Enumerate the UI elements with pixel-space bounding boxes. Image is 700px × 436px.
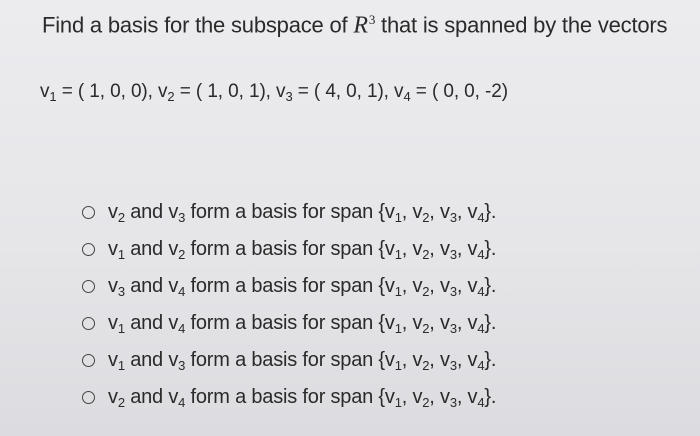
radio-button[interactable]: [82, 391, 95, 404]
span-sep-3: , v: [456, 311, 478, 334]
v1-subscript: 1: [49, 89, 57, 104]
basis-text: form a basis for span {v: [185, 385, 395, 408]
radio-button[interactable]: [82, 317, 95, 330]
span-sub-3: 3: [449, 320, 457, 336]
and-text: and: [124, 311, 169, 334]
first-vector: v: [108, 200, 118, 223]
and-text: and: [124, 200, 169, 223]
option-label: [108, 386, 496, 410]
second-vector-subscript: 4: [178, 320, 186, 336]
first-vector: v: [108, 385, 118, 408]
v3-subscript: 3: [285, 89, 293, 104]
span-sub-3: 3: [449, 246, 457, 262]
span-sub-4: 4: [477, 283, 485, 299]
span-sub-4: 4: [477, 320, 485, 336]
second-vector: v: [168, 311, 179, 334]
radio-button[interactable]: [82, 243, 95, 256]
span-sep-1: , v: [401, 200, 423, 223]
span-close: }.: [484, 274, 497, 297]
span-sep-3: , v: [456, 200, 478, 223]
first-vector-subscript: 1: [117, 246, 125, 262]
span-sep-1: , v: [401, 385, 423, 408]
space-exponent: 3: [368, 12, 376, 27]
span-sub-2: 2: [422, 394, 430, 410]
span-sub-4: 4: [477, 246, 485, 262]
question-text: [42, 12, 667, 39]
answer-option[interactable]: [82, 231, 496, 268]
span-sub-4: 4: [477, 209, 485, 225]
v3-label: v: [276, 81, 286, 102]
radio-button[interactable]: [82, 206, 95, 219]
span-sep-1: , v: [401, 348, 423, 371]
basis-text: form a basis for span {v: [185, 237, 395, 260]
span-close: }.: [484, 348, 497, 371]
second-vector: v: [168, 348, 179, 371]
and-text: and: [124, 348, 169, 371]
basis-text: form a basis for span {v: [185, 348, 395, 371]
span-sub-4: 4: [477, 394, 485, 410]
span-close: }.: [484, 385, 497, 408]
v4-label: v: [394, 81, 404, 102]
span-sep-3: , v: [456, 385, 478, 408]
span-sub-1: 1: [394, 394, 402, 410]
span-sub-1: 1: [394, 283, 402, 299]
span-sub-1: 1: [394, 357, 402, 373]
span-sep-1: , v: [401, 311, 423, 334]
radio-button[interactable]: [82, 354, 95, 367]
second-vector-subscript: 3: [178, 357, 186, 373]
v4-value: = ( 0, 0, -2): [410, 81, 508, 102]
question-prefix: Find a basis for the subspace of: [42, 12, 354, 38]
span-sub-2: 2: [422, 357, 430, 373]
v2-label: v: [158, 81, 168, 102]
first-vector-subscript: 3: [117, 283, 125, 299]
space-symbol: R: [353, 12, 368, 39]
span-sep-1: , v: [401, 237, 423, 260]
first-vector-subscript: 1: [117, 357, 125, 373]
span-close: }.: [484, 311, 497, 334]
first-vector-subscript: 2: [117, 394, 125, 410]
basis-text: form a basis for span {v: [185, 311, 395, 334]
span-sep-3: , v: [456, 348, 478, 371]
first-vector: v: [108, 311, 118, 334]
span-close: }.: [484, 200, 497, 223]
span-sub-3: 3: [449, 357, 457, 373]
span-sub-1: 1: [394, 320, 402, 336]
span-sep-3: , v: [456, 274, 478, 297]
option-label: [108, 201, 496, 225]
basis-text: form a basis for span {v: [185, 200, 395, 223]
and-text: and: [124, 274, 169, 297]
second-vector-subscript: 3: [178, 209, 186, 225]
answer-option[interactable]: [82, 305, 496, 342]
span-sub-3: 3: [449, 209, 457, 225]
question-suffix: that is spanned by the vectors: [375, 12, 668, 38]
first-vector: v: [108, 237, 118, 260]
option-label: [108, 349, 496, 373]
second-vector-subscript: 2: [178, 246, 186, 262]
option-label: [108, 275, 496, 299]
span-sub-2: 2: [422, 283, 430, 299]
second-vector: v: [168, 200, 179, 223]
v1-label: v: [40, 81, 50, 102]
span-sep-2: , v: [429, 311, 450, 334]
span-close: }.: [484, 237, 497, 260]
basis-text: form a basis for span {v: [185, 274, 395, 297]
span-sep-2: , v: [429, 200, 450, 223]
span-sep-2: , v: [429, 348, 450, 371]
span-sep-2: , v: [429, 385, 450, 408]
answer-option[interactable]: [82, 379, 496, 416]
answer-option[interactable]: [82, 194, 496, 231]
option-label: [108, 312, 496, 336]
answer-option[interactable]: [82, 268, 496, 305]
span-sub-1: 1: [394, 246, 402, 262]
span-sub-4: 4: [477, 357, 485, 373]
span-sub-1: 1: [394, 209, 402, 225]
first-vector-subscript: 2: [117, 209, 125, 225]
second-vector: v: [168, 385, 179, 408]
v3-value: = ( 4, 0, 1),: [292, 81, 395, 102]
v1-value: = ( 1, 0, 0),: [56, 81, 159, 102]
span-sub-2: 2: [422, 209, 430, 225]
span-sep-3: , v: [456, 237, 478, 260]
v2-value: = ( 1, 0, 1),: [174, 81, 277, 102]
span-sub-3: 3: [449, 394, 457, 410]
first-vector: v: [108, 274, 118, 297]
option-label: [108, 238, 496, 262]
answer-option[interactable]: [82, 342, 496, 379]
second-vector: v: [168, 274, 179, 297]
and-text: and: [124, 237, 169, 260]
span-sub-2: 2: [422, 320, 430, 336]
span-sep-2: , v: [429, 237, 450, 260]
and-text: and: [124, 385, 169, 408]
second-vector-subscript: 4: [178, 394, 186, 410]
span-sep-2: , v: [429, 274, 450, 297]
v4-subscript: 4: [403, 89, 411, 104]
span-sub-3: 3: [449, 283, 457, 299]
first-vector-subscript: 1: [117, 320, 125, 336]
v2-subscript: 2: [167, 89, 175, 104]
second-vector: v: [168, 237, 179, 260]
span-sep-1: , v: [401, 274, 423, 297]
vector-definitions: [40, 81, 508, 104]
span-sub-2: 2: [422, 246, 430, 262]
first-vector: v: [108, 348, 118, 371]
answer-options: [82, 194, 496, 416]
second-vector-subscript: 4: [178, 283, 186, 299]
radio-button[interactable]: [82, 280, 95, 293]
